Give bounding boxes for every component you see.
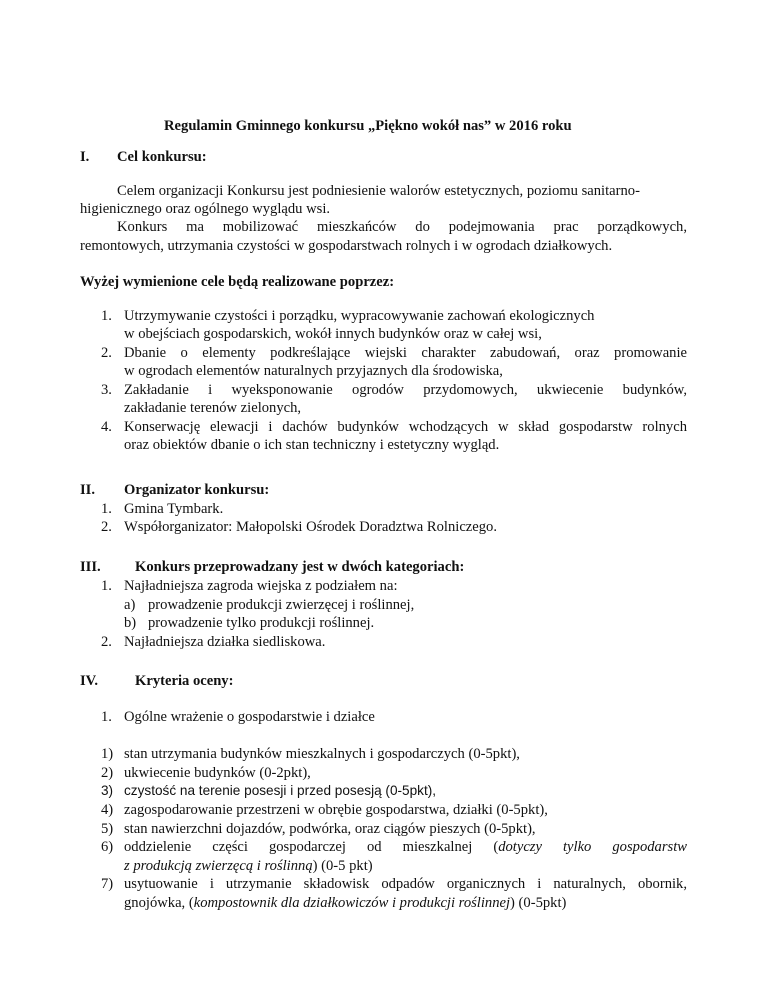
organizer-number: 2. [101,519,112,535]
goal-number: 2. [101,345,112,361]
criterion-number: 2) [101,765,114,781]
criterion-number: 5) [101,821,114,837]
section-4-heading: Kryteria oceny: [135,673,234,689]
goal-text-line-2: zakładanie terenów zielonych, [124,400,302,416]
criterion-number: 3) [101,783,114,798]
criterion-text-line-2 [124,857,373,875]
criterion-text-italic: dotyczy tylko gospodarstw [498,839,687,855]
category-number: 2. [101,634,112,650]
organizer-number: 1. [101,501,112,517]
goal-text-line-1: Zakładanie i wyeksponowanie ogrodów przydomowych, ukwiecenie budynków, [124,382,687,398]
section-1-paragraph-2-line-2: remontowych, utrzymania czystości w gospodarstwach rolnych i w ogrodach działkowych. [80,238,613,254]
criterion-text-part: oddzielenie części gospodarczej od mieszkalnej ( [124,839,499,855]
goal-text-line-1: Konserwację elewacji i dachów budynków wchodzących w skład gospodarstw rolnych [124,419,687,435]
section-1-paragraph-1-line-2: higienicznego oraz ogólnego wyglądu wsi. [80,201,331,217]
section-1-paragraph-1-line-1: Celem organizacji Konkursu jest podniesienie walorów estetycznych, poziomu sanitarno- [117,183,640,199]
criterion-text-part: ) (0-5 pkt) [312,858,373,874]
criterion-text-italic: z produkcją zwierzęcą i roślinną [124,858,313,874]
subcategory-label: a) [124,597,136,613]
criteria-intro-number: 1. [101,709,112,725]
criterion-number: 7) [101,876,114,892]
criterion-text-line-2 [124,894,566,912]
goal-text-line-2: oraz obiektów dbanie o ich stan techniczny i estetyczny wygląd. [124,437,500,453]
organizer-item: Gmina Tymbark. [124,501,224,517]
criterion-text-part: ) (0-5pkt) [510,895,567,911]
criterion-text-italic: kompostownik dla działkowiczów i produkcji roślinnej [193,895,511,911]
section-3-heading: Konkurs przeprowadzany jest w dwóch kategoriach: [135,559,465,575]
section-2-heading: Organizator konkursu: [124,482,270,498]
goal-number: 4. [101,419,112,435]
criterion-text: stan nawierzchni dojazdów, podwórka, oraz ciągów pieszych (0-5pkt), [124,821,536,837]
goal-text-line-2: w ogrodach elementów naturalnych przyjaznych dla środowiska, [124,363,503,379]
section-1-number: I. [80,149,90,165]
criterion-text: ukwiecenie budynków (0-2pkt), [124,765,311,781]
criterion-number: 6) [101,839,114,855]
section-1-heading: Cel konkursu: [117,149,207,165]
category-item: Najładniejsza działka siedliskowa. [124,634,326,650]
criteria-intro: Ogólne wrażenie o gospodarstwie i działce [124,709,375,725]
goal-number: 1. [101,308,112,324]
criterion-text: stan utrzymania budynków mieszkalnych i gospodarczych (0-5pkt), [124,746,520,762]
category-number: 1. [101,578,112,594]
document-title: Regulamin Gminnego konkursu „Piękno wokół nas” w 2016 roku [164,118,572,134]
subcategory-item: prowadzenie tylko produkcji roślinnej. [148,615,375,631]
goal-text-line-1: Utrzymywanie czystości i porządku, wypracowywanie zachowań ekologicznych [124,308,595,324]
goal-text-line-1: Dbanie o elementy podkreślające wiejski charakter zabudowań, oraz promowanie [124,345,687,361]
section-1-paragraph-2-line-1: Konkurs ma mobilizować mieszkańców do podejmowania prac porządkowych, [117,219,687,235]
section-3-number: III. [80,559,101,575]
criterion-text: zagospodarowanie przestrzeni w obrębie gospodarstwa, działki (0-5pkt), [124,802,548,818]
criterion-text-line-1 [124,838,687,856]
criterion-number: 4) [101,802,114,818]
subcategory-item: prowadzenie produkcji zwierzęcej i roślinnej, [148,597,415,613]
subcategory-label: b) [124,615,137,631]
goals-heading: Wyżej wymienione cele będą realizowane poprzez: [80,274,395,290]
organizer-item: Współorganizator: Małopolski Ośrodek Doradztwa Rolniczego. [124,519,497,535]
criterion-text: czystość na terenie posesji i przed posesją (0-5pkt), [124,783,437,798]
criterion-text-part: gnojówka, ( [124,895,194,911]
goal-text-line-2: w obejściach gospodarskich, wokół innych budynków oraz w całej wsi, [124,326,542,342]
goal-number: 3. [101,382,112,398]
criterion-number: 1) [101,746,114,762]
category-item: Najładniejsza zagroda wiejska z podziałem na: [124,578,398,594]
criterion-text-line-1: usytuowanie i utrzymanie składowisk odpadów organicznych i naturalnych, obornik, [124,876,687,892]
section-4-number: IV. [80,673,98,689]
section-2-number: II. [80,482,96,498]
